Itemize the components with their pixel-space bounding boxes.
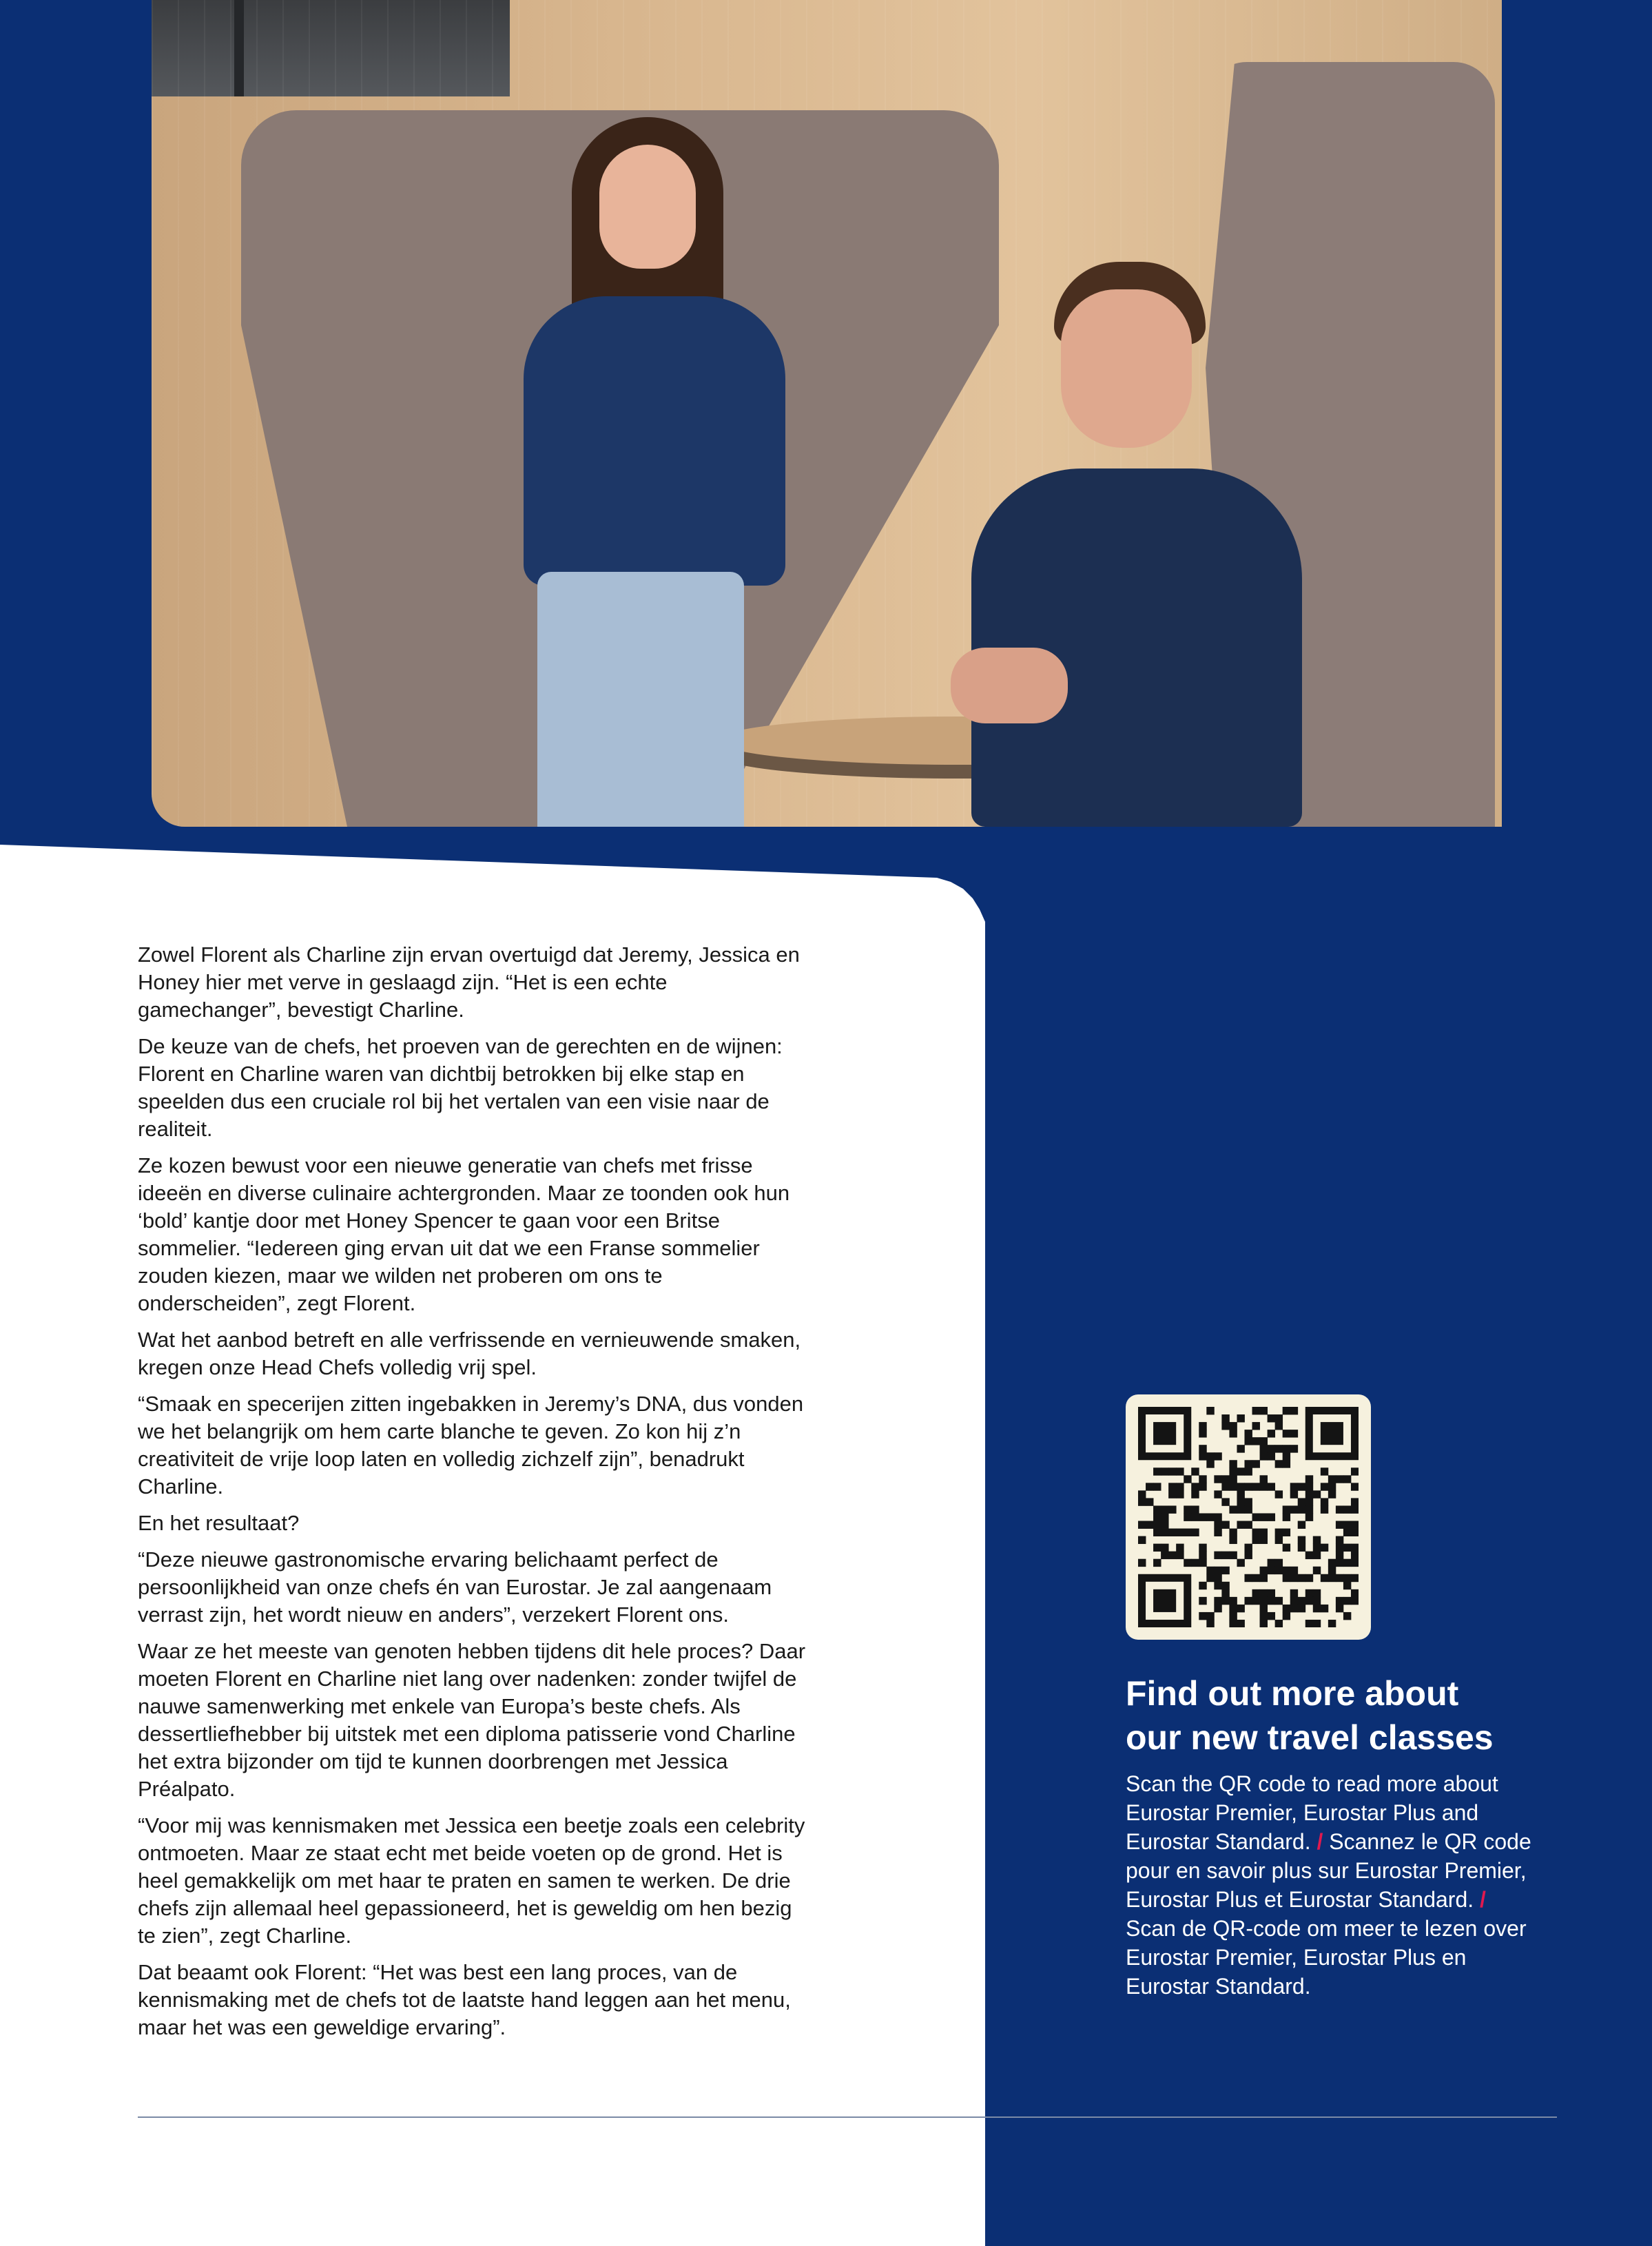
article-paragraph: Dat beaamt ook Florent: “Het was best een lang proces, van de kennismaking met de chefs tot de laatste hand leggen aan het menu, maar het was een geweldige ervaring”. — [138, 1960, 791, 2039]
promo-description — [1126, 1769, 1539, 2001]
article-paragraph: Ze kozen bewust voor een nieuwe generatie van chefs met frisse ideeën en diverse culinaire achtergronden. Maar ze toonden ook hun ‘bold’ kantje door met Honey Spencer te gaan voor een Britse sommelier. “Iedereen ging ervan uit dat we een Franse sommelier zouden kiezen, maar we wilden net proberen om ons te onderscheiden”, zegt Florent. — [138, 1153, 790, 1315]
article-paragraph: Wat het aanbod betreft en alle verfrissende en vernieuwende smaken, kregen onze Head Chefs volledig vrij spel. — [138, 1328, 801, 1379]
article-paragraph: “Smaak en specerijen zitten ingebakken in Jeremy’s DNA, dus vonden we het belangrijk om hem carte blanche te geven. Zo kon hij z’n creativiteit de vrije loop laten en volledig zichzelf zijn”, benadrukt Charline. — [138, 1392, 804, 1498]
language-separator: / — [1480, 1887, 1486, 1912]
promo-title — [1126, 1671, 1608, 1760]
qr-code-icon[interactable] — [1138, 1407, 1359, 1627]
article-paragraph: Zowel Florent als Charline zijn ervan overtuigd dat Jeremy, Jessica en Honey hier met verve in geslaagd zijn. “Het is een echte gamechanger”, bevestigt Charline. — [138, 942, 800, 1022]
article-paragraph: De keuze van de chefs, het proeven van de gerechten en de wijnen: Florent en Charline waren van dichtbij betrokken bij elke stap en speelden dus een cruciale rol bij het vertalen van een visie naar de realiteit. — [138, 1034, 783, 1141]
article-paragraph: “Deze nieuwe gastronomische ervaring belichaamt perfect de persoonlijkheid van onze chefs én van Eurostar. Je zal aangenaam verrast zijn, het wordt nieuw en anders”, verzekert Florent ons. — [138, 1547, 772, 1627]
article-paragraph: Waar ze het meeste van genoten hebben tijdens dit hele proces? Daar moeten Florent en Charline niet lang over nadenken: zonder twijfel de nauwe samenwerking met enkele van Europa’s beste chefs. Als dessertliefhebber bij uitstek met een diploma patisserie vond Charline het extra bijzonder om tijd te kunnen doorbrengen met Jessica Préalpato. — [138, 1639, 806, 1801]
photo-person-man — [951, 262, 1309, 827]
promo-title-line1: Find out more about — [1126, 1674, 1459, 1713]
article-paragraph: En het resultaat? — [138, 1511, 300, 1535]
promo-text-nl: Scan de QR-code om meer te lezen over Eurostar Premier, Eurostar Plus en Eurostar Standard. — [1126, 1916, 1527, 1999]
article-paragraph: “Voor mij was kennismaken met Jessica een beetje zoals een celebrity ontmoeten. Maar ze staat echt met beide voeten op de grond. Het is heel gemakkelijk om met haar te praten en samen te werken. De drie chefs zijn allemaal heel gepassioneerd, het is geweldig om hen bezig te zien”, zegt Charline. — [138, 1813, 805, 1948]
article-body — [138, 941, 813, 2050]
language-separator: / — [1317, 1829, 1323, 1854]
photo-person-woman — [510, 117, 799, 827]
promo-text-fr: Scannez le QR code pour en savoir plus sur Eurostar Premier, Eurostar Plus et Eurostar Standard. — [1126, 1829, 1531, 1912]
footer-divider — [138, 2116, 1557, 2118]
promo-text-en: Scan the QR code to read more about Eurostar Premier, Eurostar Plus and Eurostar Standard. — [1126, 1771, 1498, 1854]
qr-code-card[interactable] — [1126, 1394, 1371, 1640]
promo-title-line2: our new travel classes — [1126, 1718, 1494, 1757]
hero-photo — [152, 0, 1502, 827]
